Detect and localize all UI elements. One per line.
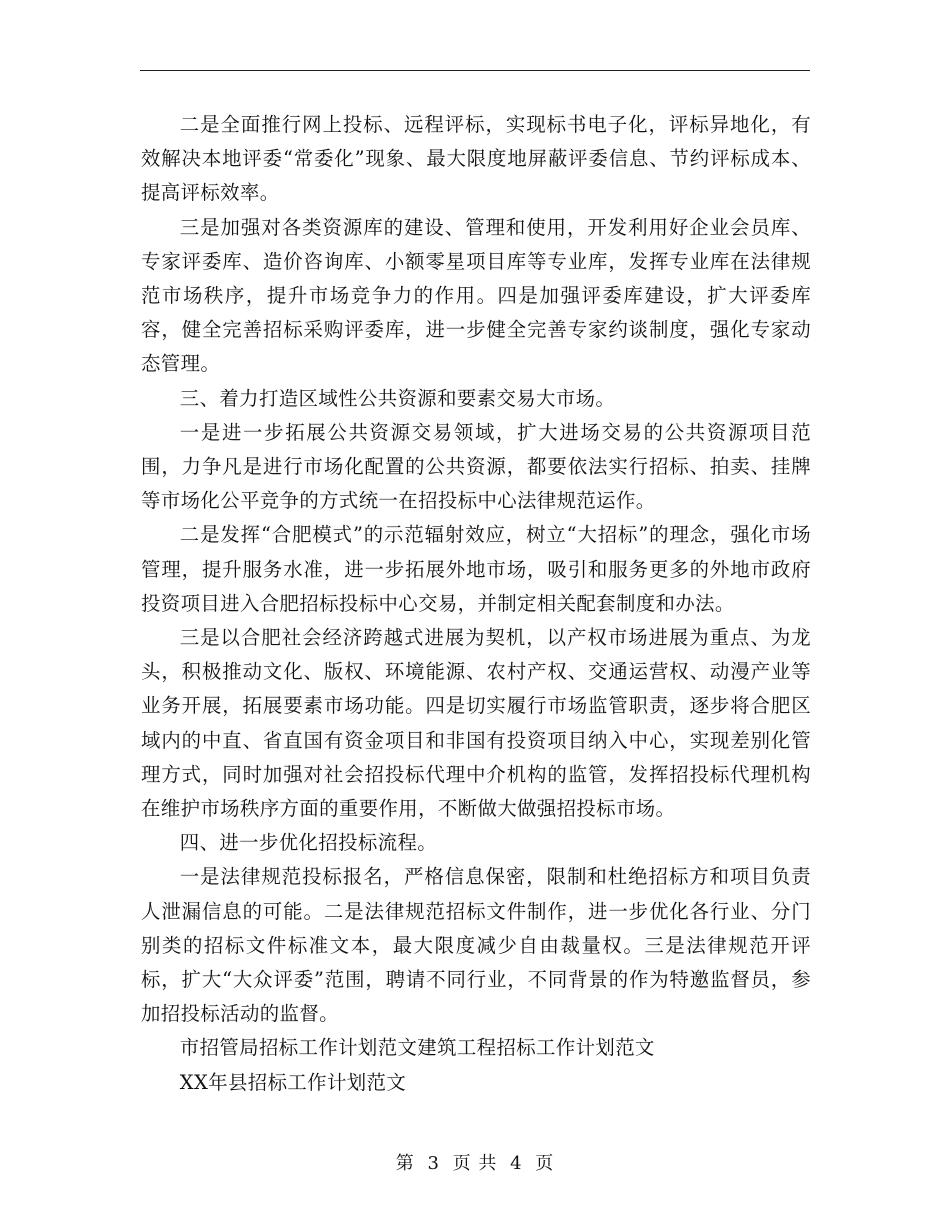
current-page-number: 3	[427, 1153, 440, 1174]
total-page-count: 4	[510, 1153, 523, 1174]
page-footer	[0, 1152, 950, 1176]
section-heading: 三、着力打造区域性公共资源和要素交易大市场。	[179, 386, 616, 410]
footer-prefix: 第	[395, 1153, 415, 1174]
header-rule	[140, 70, 810, 71]
footer-suffix: 页	[535, 1153, 555, 1174]
section-heading: 四、进一步优化招投标流程。	[179, 831, 438, 855]
paragraph: 一是法律规范投标报名，严格信息保密，限制和杜绝招标方和项目负责人泄漏信息的可能。二是法律规范招标文件制作，进一步优化各行业、分门别类的招标文件标准文本，最大限度减少自由裁量权。三是法律规范开评标，扩大“大众评委”范围，聘请不同行业，不同背景的作为特邀监督员，参加招投标活动的监督。	[141, 865, 811, 1026]
paragraph: 一是进一步拓展公共资源交易领域，扩大进场交易的公共资源项目范围，力争凡是进行市场化配置的公共资源，都要依法实行招标、拍卖、挂牌等市场化公平竞争的方式统一在招投标中心法律规范运作。	[141, 420, 811, 513]
related-title: 市招管局招标工作计划范文建筑工程招标工作计划范文	[179, 1036, 655, 1060]
footer-middle: 页 共	[452, 1153, 498, 1174]
paragraph: 三是加强对各类资源库的建设、管理和使用，开发利用好企业会员库、专家评委库、造价咨询库、小额零星项目库等专业库，发挥专业库在法律规范市场秩序，提升市场竞争力的作用。四是加强评委库建设，扩大评委库容，健全完善招标采购评委库，进一步健全完善专家约谈制度，强化专家动态管理。	[141, 215, 811, 376]
paragraph: 三是以合肥社会经济跨越式进展为契机，以产权市场进展为重点、为龙头，积极推动文化、版权、环境能源、农村产权、交通运营权、动漫产业等业务开展，拓展要素市场功能。四是切实履行市场监管职责，逐步将合肥区域内的中直、省直国有资金项目和非国有投资项目纳入中心，实现差别化管理方式，同时加强对社会招投标代理中介机构的监管，发挥招投标代理机构在维护市场秩序方面的重要作用，不断做大做强招投标市场。	[141, 626, 811, 821]
paragraph: 二是全面推行网上投标、远程评标，实现标书电子化，评标异地化，有效解决本地评委“常委化”现象、最大限度地屏蔽评委信息、节约评标成本、提高评标效率。	[141, 113, 811, 205]
document-body	[141, 108, 811, 1100]
paragraph: 二是发挥“合肥模式”的示范辐射效应，树立“大招标”的理念，强化市场管理，提升服务水准，进一步拓展外地市场，吸引和服务更多的外地市政府投资项目进入合肥招标投标中心交易，并制定相关配套制度和办法。	[141, 523, 811, 615]
related-title: XX年县招标工作计划范文	[179, 1070, 407, 1094]
